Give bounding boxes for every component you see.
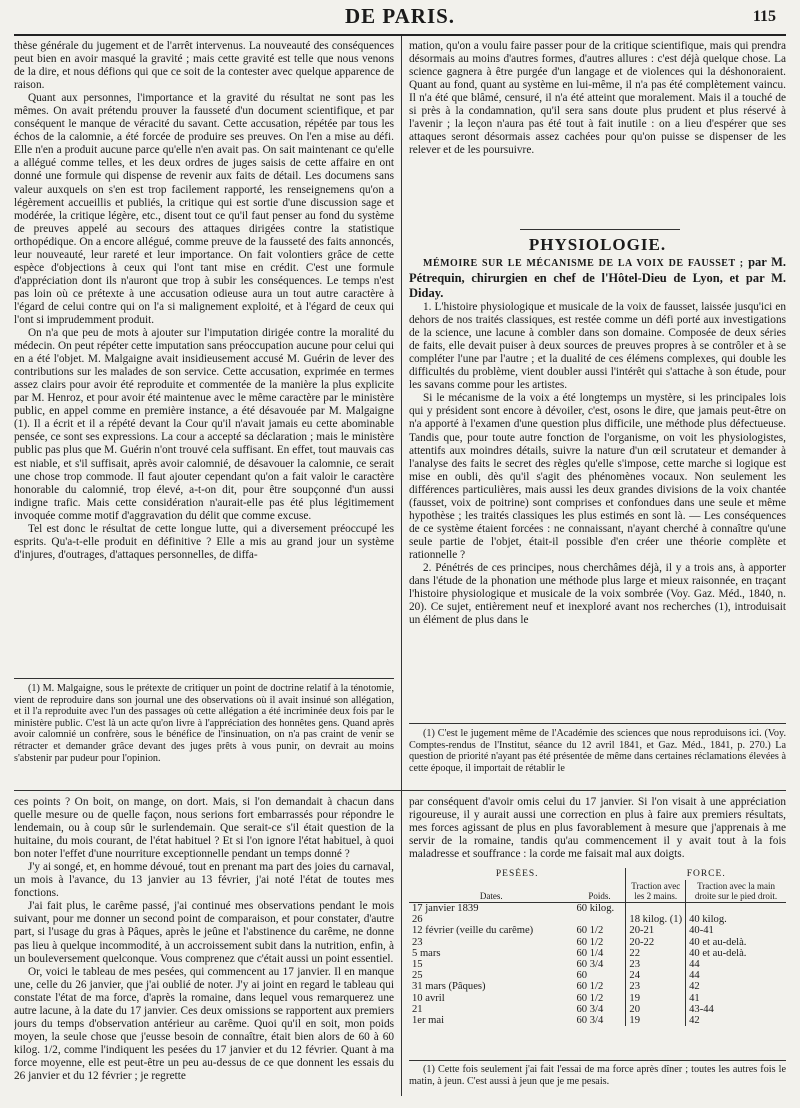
page-header xyxy=(0,4,800,30)
paragraph: Tel est donc le résultat de cette longue lutte, qui a diversement préoccupé les esprits. Qu'a-t-elle produit en définitive ? Elle a mis au grand jour un système d'injures, d'outrages, d'attaques personnelles, de diffa- xyxy=(14,522,394,561)
cell-traction-2: 23 xyxy=(626,981,686,992)
paragraph: J'ai fait plus, le carême passé, j'ai continué mes observations pendant le mois suivant, pour me donner un second point de comparaison, et pour constater, d'autre part, si l'usage du gras à Pâques, après le jeûne et l'abstinence du carême, ne donne pas lieu à quelque incommodité, à un accroissement subit dans la nutrition, enfin, à un bouleversement quelconque. Vous comprenez que c'était aussi un point essentiel. xyxy=(14,900,394,965)
cell-traction-2: 18 kilog. (1) xyxy=(626,914,686,925)
cell-traction-1: 41 xyxy=(686,993,786,1004)
table-row xyxy=(409,1004,786,1015)
paragraph: par conséquent d'avoir omis celui du 17 janvier. Si l'on visait à une appréciation rigoureuse, il y aurait aussi une correction en plus à faire aux premiers résultats, mes forces agissant de plus en plus favorablement à mesure que j'apprenais à me servir de la romaine, tandis qu'au commencement il y avait tout à la fois maladresse et souffrance : la corde me faisait mal aux doigts. xyxy=(409,796,786,861)
paragraph: J'y ai songé, et, en homme dévoué, tout en prenant ma part des joies du carnaval, un mois à l'avance, du 13 janvier au 13 février, j'ai noté l'état de toutes mes fonctions. xyxy=(14,861,394,900)
cell-traction-1: 43-44 xyxy=(686,1004,786,1015)
cell-date: 15 xyxy=(412,959,423,971)
cell-traction-2: 20-21 xyxy=(626,925,686,936)
cell-poids xyxy=(573,914,625,925)
cell-date: 31 mars (Pâques) xyxy=(412,981,486,993)
right-bottom-footnote xyxy=(409,1064,786,1094)
group-header-pesees: PESÉES. xyxy=(495,869,539,879)
section-title: PHYSIOLOGIE. xyxy=(528,236,667,254)
cell-poids: 60 xyxy=(576,970,588,982)
cell-traction-1: 40 et au-delà. xyxy=(686,948,786,959)
weights-table-wrap xyxy=(409,868,786,1058)
cell-traction-2: 20 xyxy=(626,1004,686,1015)
memoir-title-smallcaps: MÉMOIRE SUR LE MÉCANISME DE LA VOIX DE FAUSSET ; xyxy=(423,258,744,270)
column-header-poids: Poids. xyxy=(588,891,611,901)
paragraph: Or, voici le tableau de mes pesées, qui commencent au 17 janvier. Il en manque une, celle du 26 janvier, que j'ai oublié de noter. J'y ai joint en regard le tableau qui constate l'état de ma force, d'après la romaine, dans lequel vous remarquerez une autre lacune, à la date du 17 janvier. Ces deux omissions se rapportent aux premiers jours du temps d'observation antérieur au carême. Quoi qu'il en soit, mon poids moyen, la seule chose que j'eusse besoin de connaître, était bien alors de 60 à 60 kilog. 1/2, comme l'indiquent les pesées du 17 janvier et du 12 février. Quant à ma force moyenne, elle est peut-être un peu au-dessus de ce que donnent les essais du 26 janvier et du 12 février ; je regrette xyxy=(14,965,394,1082)
cell-date: 17 janvier 1839 xyxy=(412,903,479,914)
table-body xyxy=(409,903,786,1027)
footnote-text: (1) C'est le jugement même de l'Académie des sciences que nous reproduisons ici. (Voy. Comptes-rendus de l'Institut, séance du 12 avril 1841, et Gaz. Méd., 1841, p. 270.) La question de priorité n'ayant pas été présentée de même dans certaines réclamations élevées à cette époque, il importait de rétablir le xyxy=(409,728,786,774)
memoir-authors: par M. Pétrequin, chirurgien en chef de l'Hôtel-Dieu de Lyon, et par M. Diday. xyxy=(409,255,786,301)
table-row xyxy=(409,903,786,915)
cell-traction-1: 40 et au-delà. xyxy=(686,937,786,948)
cell-traction-2: 23 xyxy=(626,959,686,970)
column-header-dates: Dates. xyxy=(479,891,503,901)
header-rule xyxy=(14,34,786,36)
table-row xyxy=(409,970,786,981)
cell-poids: 60 3/4 xyxy=(576,959,604,971)
cell-traction-1: 44 xyxy=(686,959,786,970)
cell-date: 26 xyxy=(412,914,423,926)
left-column-bottom xyxy=(14,796,394,1102)
left-column-top xyxy=(14,40,394,675)
cell-poids: 60 3/4 xyxy=(576,1015,604,1027)
cell-date: 25 xyxy=(412,970,423,982)
memoir-title xyxy=(409,255,786,301)
footnote-rule xyxy=(14,678,394,679)
cell-poids: 60 1/4 xyxy=(576,947,604,959)
section-rule xyxy=(520,229,680,230)
footnote-rule xyxy=(409,723,786,724)
cell-traction-1: 44 xyxy=(686,970,786,981)
paragraph: ces points ? On boit, on mange, on dort. Mais, si l'on demandait à chacun dans quelle mesure ou de quelle façon, nous serions fort embarrassés pour répondre le lendemain, ou à coup sûr le surlendemain. Que serait-ce s'il était question de la huitaine, du mois courant, de l'état habituel ? Et si l'on ignore l'état habituel, à quoi bon noter l'effet d'une nourriture exceptionnelle pendant un temps donné ? xyxy=(14,796,394,861)
cell-poids: 60 1/2 xyxy=(576,925,604,937)
cell-traction-2: 24 xyxy=(626,970,686,981)
cell-poids: 60 1/2 xyxy=(576,981,604,993)
footnote-text: (1) Cette fois seulement j'ai fait l'essai de ma force après dîner ; toutes les autres fois le matin, à jeun. C'est aussi à jeun que je me pesais. xyxy=(409,1064,786,1087)
section-divider xyxy=(14,790,786,791)
cell-date: 12 février (veille du carême) xyxy=(412,925,534,937)
cell-date: 1er mai xyxy=(412,1015,445,1027)
cell-date: 21 xyxy=(412,1003,423,1015)
table-row xyxy=(409,925,786,936)
paragraph: thèse générale du jugement et de l'arrêt intervenus. La nouveauté des conséquences peut bien en avoir masqué la gravité ; mais cette gravité est telle que nous venons de la dire, et nous défions qui que ce soit de la contester avec quelque apparence de raison. xyxy=(14,40,394,92)
paragraph: mation, qu'on a voulu faire passer pour de la critique scientifique, mais qui prendra désormais au moins d'autres formes, d'autres allures : c'est déjà quelque chose. La science gagnera à être purgée d'un langage et de violences qui la déshonoraient. Quant au fond, quant au système en lui-même, il n'a pas été complètement vaincu. Il n'a été que blâmé, censuré, il n'a été atteint que moralement. Mais il a touché de si près à la condamnation, qu'il sera sans doute plus prudent et plus réservé à l'avenir ; la leçon n'aura pas été tout à fait inutile : on a lieu d'espérer que ses attaques seront désormais assez cachées pour qu'on puisse se dispenser de les relever et de les poursuivre. xyxy=(409,40,786,157)
cell-date: 10 avril xyxy=(412,992,445,1004)
cell-poids: 60 3/4 xyxy=(576,1003,604,1015)
cell-poids: 60 1/2 xyxy=(576,992,604,1004)
cell-traction-1: 40 kilog. xyxy=(686,914,786,925)
page-number: 115 xyxy=(752,8,776,25)
cell-traction-1: 42 xyxy=(686,1015,786,1026)
table-row xyxy=(409,937,786,948)
right-footnote xyxy=(409,728,786,784)
table-row xyxy=(409,993,786,1004)
paragraph: On n'a que peu de mots à ajouter sur l'imputation dirigée contre la moralité du médecin. On peut répéter cette imputation sans préoccupation aucune pour celui qui en a été l'objet. M. Malgaigne avait insidieusement accusé M. Guérin de lever des contributions sur les malades de son service. Cette accusation, exprimée en termes assez clairs pour avoir été reproduite et commentée de la manière la plus explicite par M. Henroz, et pour avoir été maintenue avec le même caractère par le ministère public, en appel comme en première instance, a été désavouée par M. Malgaigne (1). Il a écrit et il a répété devant la Cour qu'il n'avait jamais eu cette abominable pensée, ce sont ses expressions. La cour a accepté sa déclaration ; mais le ministère public pas plus que M. Guérin n'ont trouvé cela suffisant. En effet, tout mauvais cas est niable, et s'il suffisait, après avoir calomnié, de désavouer la calomnie, ce serait une chose trop commode. Il faut ajouter cependant qu'on a fait valoir le caractère honorable du calomnié, trop élevé, a-t-on dit, pour être soupçonné d'un aussi indigne trafic. Mais cette considération n'aurait-elle pas été plus légitimement invoquée comme motif d'aggravation du délit que comme excuse. xyxy=(14,327,394,522)
paragraph: 2. Pénétrés de ces principes, nous cherchâmes déjà, il y a trois ans, à apporter dans l'étude de la phonation une méthode plus large et mieux raisonnée, en traçant l'histoire physiologique et musicale de la voix sombrée (Voy. Gaz. Méd., 1840, n. 20). Ce sujet, entièrement neuf et inexploré avant nos recherches (1), introduisait un élément de plus dans le xyxy=(409,561,786,627)
table-row xyxy=(409,1015,786,1026)
cell-poids: 60 kilog. xyxy=(576,903,615,914)
group-header-force: FORCE. xyxy=(626,868,786,880)
footnote-rule xyxy=(409,1060,786,1061)
left-footnote xyxy=(14,683,394,781)
running-title: DE PARIS. xyxy=(344,4,456,28)
right-column-bottom xyxy=(409,796,786,866)
cell-traction-2: 20-22 xyxy=(626,937,686,948)
physiologie-section xyxy=(409,236,786,686)
table-row xyxy=(409,959,786,970)
cell-date: 5 mars xyxy=(412,947,441,959)
paragraph: Si le mécanisme de la voix a été longtemps un mystère, si les principales lois qui y président sont encore à dévoiler, c'est, osons le dire, que jamais peut-être on n'a apporté à l'examen d'une question plus difficile, une méthode plus défectueuse. Tandis que, pour toute autre fonction de l'organisme, on voit les physiologistes, attentifs aux moindres détails, suivre la nature d'un œil scrutateur et demander à l'analyse des faits le secret des règles qu'elle s'impose, cette marche si logique est mise en oubli, dès qu'il s'agit des phénomènes vocaux. Non seulement les différences particulières, mais aussi les deux grandes divisions de la voix chantée (fausset, voix de poitrine) sont comprises et confondues dans une seule et même hypothèse ; les traités classiques les plus estimés en sont là. — Les conséquences de ce système étaient forcées : ne connaissant, n'ayant cherché à connaître qu'une seule partie de l'objet, était-il possible d'en créer une théorie complète et rationnelle ? xyxy=(409,392,786,561)
paragraph: 1. L'histoire physiologique et musicale de la voix de fausset, laissée jusqu'ici en dehors de nos traités classiques, est restée comme un défi porté aux investigations de la science, une lacune à combler dans son domaine. Composée de deux séries de faits, elle devait puiser à deux sources de preuves propres à se contrôler et à se compléter l'une par l'autre ; et la dualité de ces élémens complexes, qui double les difficultés du problème, vient doubler aussi l'intérêt qui s'attache à son étude, pour les savans comme pour les artistes. xyxy=(409,301,786,392)
footnote-text: (1) M. Malgaigne, sous le prétexte de critiquer un point de doctrine relatif à la ténotomie, vient de reproduire dans son journal une des observations où il avait insinué son allégation, et il l'a reproduite avec l'un des passages où cette allégation a été incriminée deux fois par le ministère public. C'est là un acte qu'on livre à l'appréciation des honnêtes gens. Quand après avoir calomnié un confrère, sous le bénéfice de l'insinuation, on n'a pas craint de venir se rétracter et demander grâce devant des juges prêts à vous punir, on devrait au moins s'abstenir par pudeur pour l'opinion. xyxy=(14,683,394,764)
cell-poids: 60 1/2 xyxy=(576,936,604,948)
table-row xyxy=(409,914,786,925)
table-row xyxy=(409,948,786,959)
column-separator xyxy=(401,36,402,1096)
paragraph: Quant aux personnes, l'importance et la gravité du résultat ne sont pas les mêmes. On avait prétendu prouver la fausseté d'un document scientifique, et par conséquent le manque de véracité du savant. Cette accusation, répétée par tous les échos de la calomnie, a été forcée de produire ses preuves. On l'en a mise au défi. Elle n'en a produit aucune parce qu'elle n'en avait pas. On sait maintenant ce qu'elle a allégué comme telles, et les deux ordres de juges saisis de cette affaire en ont donné une formule qui dispense de revenir aux faits de détail. Les documens sans valeur auxquels on s'en est trop facilement rapporté, les renseignemens qu'on a légèrement accueillis et publiés, la critique qui est sortie d'une discussion sage et modérée, la critique légère, etc., disent tout ce qu'il faut penser au fond du système de preuves appelé au secours des attaques dirigées contre la statistique orthopédique. On a encore allégué, comme preuve de la fausseté des faits annoncés, leur nouveauté, leur rareté et leur importance. On fait volontiers grâce de cette espèce d'objections à ceux qui l'ont tant mise en crédit. C'est une formule d'appréciation dont ils n'auront que trop à subir les conséquences. Le temps n'est pas loin où ce prétexte à une accusation odieuse aura un tout autre caractère à l'égard de celui contre qui on l'a si malignement exploité, et à l'égard de ceux qui l'ont si imprudemment produit. xyxy=(14,92,394,326)
cell-traction-1 xyxy=(686,903,786,915)
cell-traction-2: 22 xyxy=(626,948,686,959)
weights-force-table xyxy=(409,868,786,1026)
column-header-traction-2: Traction avec les 2 mains. xyxy=(626,880,686,903)
table-row xyxy=(409,981,786,992)
cell-traction-1: 42 xyxy=(686,981,786,992)
cell-traction-2: 19 xyxy=(626,1015,686,1026)
column-header-traction-1: Traction avec la main droite sur le pied droit. xyxy=(686,880,786,903)
cell-traction-2 xyxy=(626,903,686,915)
cell-traction-2: 19 xyxy=(626,993,686,1004)
right-column-top xyxy=(409,40,786,222)
cell-traction-1: 40-41 xyxy=(686,925,786,936)
cell-date: 23 xyxy=(412,936,423,948)
